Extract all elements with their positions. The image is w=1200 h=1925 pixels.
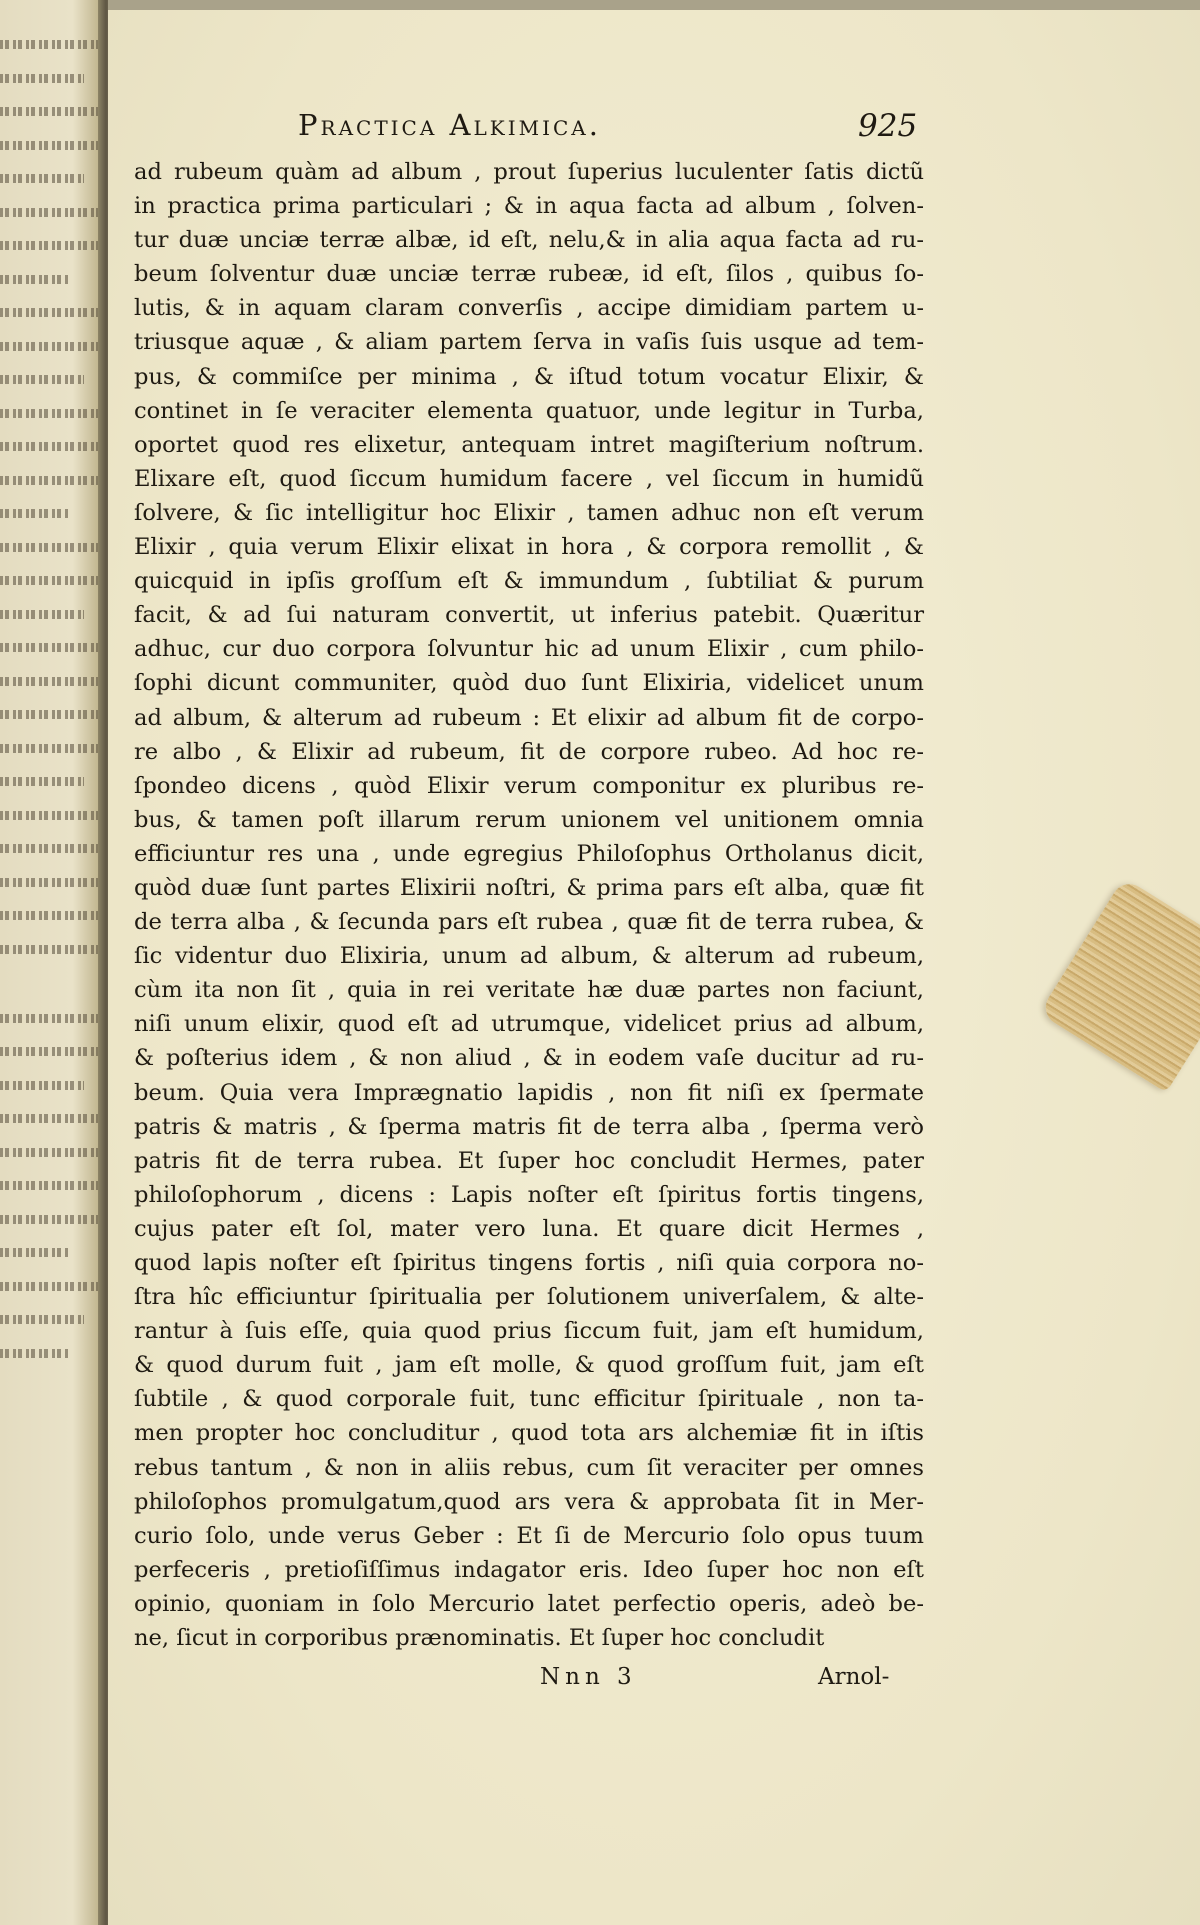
text-line: philoſophos promulgatum,quod ars vera & approbata ſit in Mer- [134,1488,924,1515]
text-line: cujus pater eſt ſol, mater vero luna. Et quare dicit Hermes , [134,1215,924,1242]
text-line: philoſophorum , dicens : Lapis noſter eſt ſpiritus fortis tingens, [134,1181,924,1208]
text-line: ſolvere, & ſic intelligitur hoc Elixir , tamen adhuc non eſt verum [134,499,924,526]
text-line: patris fit de terra rubea. Et ſuper hoc concludit Hermes, pater [134,1147,924,1174]
text-line: opinio, quoniam in ſolo Mercurio latet perfectio operis, adeò be- [134,1590,924,1617]
text-line: pus, & commiſce per minima , & iſtud totum vocatur Elixir, & [134,363,924,390]
text-line: quòd duæ ſunt partes Elixirii noſtri, & prima pars eſt alba, quæ fit [134,874,924,901]
text-line: quicquid in ipſis groſſum eſt & immundum , ſubtiliat & purum [134,568,924,595]
text-line: cùm ita non ſit , quia in rei veritate hæ duæ partes non faciunt, [134,977,924,1004]
text-line: lutis, & in aquam claram converſis , accipe dimidiam partem u- [134,295,924,322]
book-page [108,10,1200,1925]
running-title: Practica Alkimica. [298,108,601,142]
page-header [108,108,1200,148]
text-line: tur duæ unciæ terræ albæ, id eſt, nelu,& in alia aqua facta ad ru- [134,227,924,254]
text-line: ne, ſicut in corporibus prænominatis. Et ſuper hoc concludit [134,1625,825,1652]
text-line: quod lapis noſter eſt ſpiritus tingens fortis , niſi quia corpora no- [134,1250,924,1276]
text-line: facit, & ad ſui naturam convertit, ut inferius patebit. Quæritur [134,602,924,629]
text-line: bus, & tamen poſt illarum rerum unionem vel unitionem omnia [134,806,924,833]
text-line: curio ſolo, unde verus Geber : Et ſi de Mercurio ſolo opus tuum [134,1522,924,1549]
text-line: men propter hoc concluditur , quod tota ars alchemiæ fit in iſtis [134,1420,924,1447]
text-line: rebus tantum , & non in aliis rebus, cum ſit veraciter per omnes [134,1454,924,1481]
text-line: ad rubeum quàm ad album , prout ſuperius luculenter ſatis dictũ [134,159,924,185]
text-line: ſpondeo dicens , quòd Elixir verum componitur ex pluribus re- [134,772,924,799]
text-line: beum. Quia vera Imprægnatio lapidis , non fit niſi ex ſpermate [134,1079,924,1106]
text-line: niſi unum elixir, quod eſt ad utrumque, videlicet prius ad album, [134,1011,924,1038]
text-line: beum ſolventur duæ unciæ terræ rubeæ, id eſt, ſilos , quibus ſo- [134,261,924,288]
page-number: 925 [858,108,918,144]
page-footer [108,1664,1200,1700]
signature-mark: Nnn 3 [540,1664,637,1690]
text-line: adhuc, cur duo corpora ſolvuntur hic ad unum Elixir , cum philo- [134,636,924,663]
text-line: rantur à ſuis eſſe, quia quod prius ſiccum fuit, jam eſt humidum, [134,1318,924,1345]
text-line: re albo , & Elixir ad rubeum, fit de corpore rubeo. Ad hoc re- [134,738,924,765]
text-line: de terra alba , & ſecunda pars eſt rubea , quæ fit de terra rubea, & [134,909,924,936]
text-line: Elixare eſt, quod ſiccum humidum facere , vel ſiccum in humidũ [134,465,924,492]
text-line: perfeceris , pretioſiſſimus indagator eris. Ideo ſuper hoc non eſt [134,1556,924,1583]
text-line: oportet quod res elixetur, antequam intret magiſterium noſtrum. [134,431,924,458]
text-line: ad album, & alterum ad rubeum : Et elixir ad album fit de corpo- [134,704,924,731]
catchword: Arnol- [818,1664,890,1690]
text-line: & quod durum fuit , jam eſt molle, & quod groſſum fuit, jam eſt [134,1352,924,1379]
text-line: ſic videntur duo Elixiria, unum ad album, & alterum ad rubeum, [134,943,924,970]
text-line: efficiuntur res una , unde egregius Philoſophus Ortholanus dicit, [134,840,924,867]
facing-page-text-fragments [0,40,104,1382]
text-line: triusque aquæ , & aliam partem ſerva in vaſis ſuis usque ad tem- [134,329,924,356]
text-line: patris & matris , & ſperma matris fit de terra alba , ſperma verò [134,1113,924,1140]
text-line: continet in ſe veraciter elementa quatuor, unde legitur in Turba, [134,397,924,424]
text-line: ſophi dicunt communiter, quòd duo ſunt Elixiria, videlicet unum [134,670,924,697]
text-line: ſubtile , & quod corporale fuit, tunc efficitur ſpirituale , non ta- [134,1386,924,1413]
text-line: in practica prima particulari ; & in aqua facta ad album , ſolven- [134,193,924,220]
text-line: Elixir , quia verum Elixir elixat in hora , & corpora remollit , & [134,534,924,561]
text-line: ſtra hîc efficiuntur ſpiritualia per ſolutionem univerſalem, & alte- [134,1284,924,1311]
facing-page-edge [0,0,104,1925]
body-text [134,155,924,1655]
text-line: & poſterius idem , & non aliud , & in eodem vaſe ducitur ad ru- [134,1045,924,1072]
